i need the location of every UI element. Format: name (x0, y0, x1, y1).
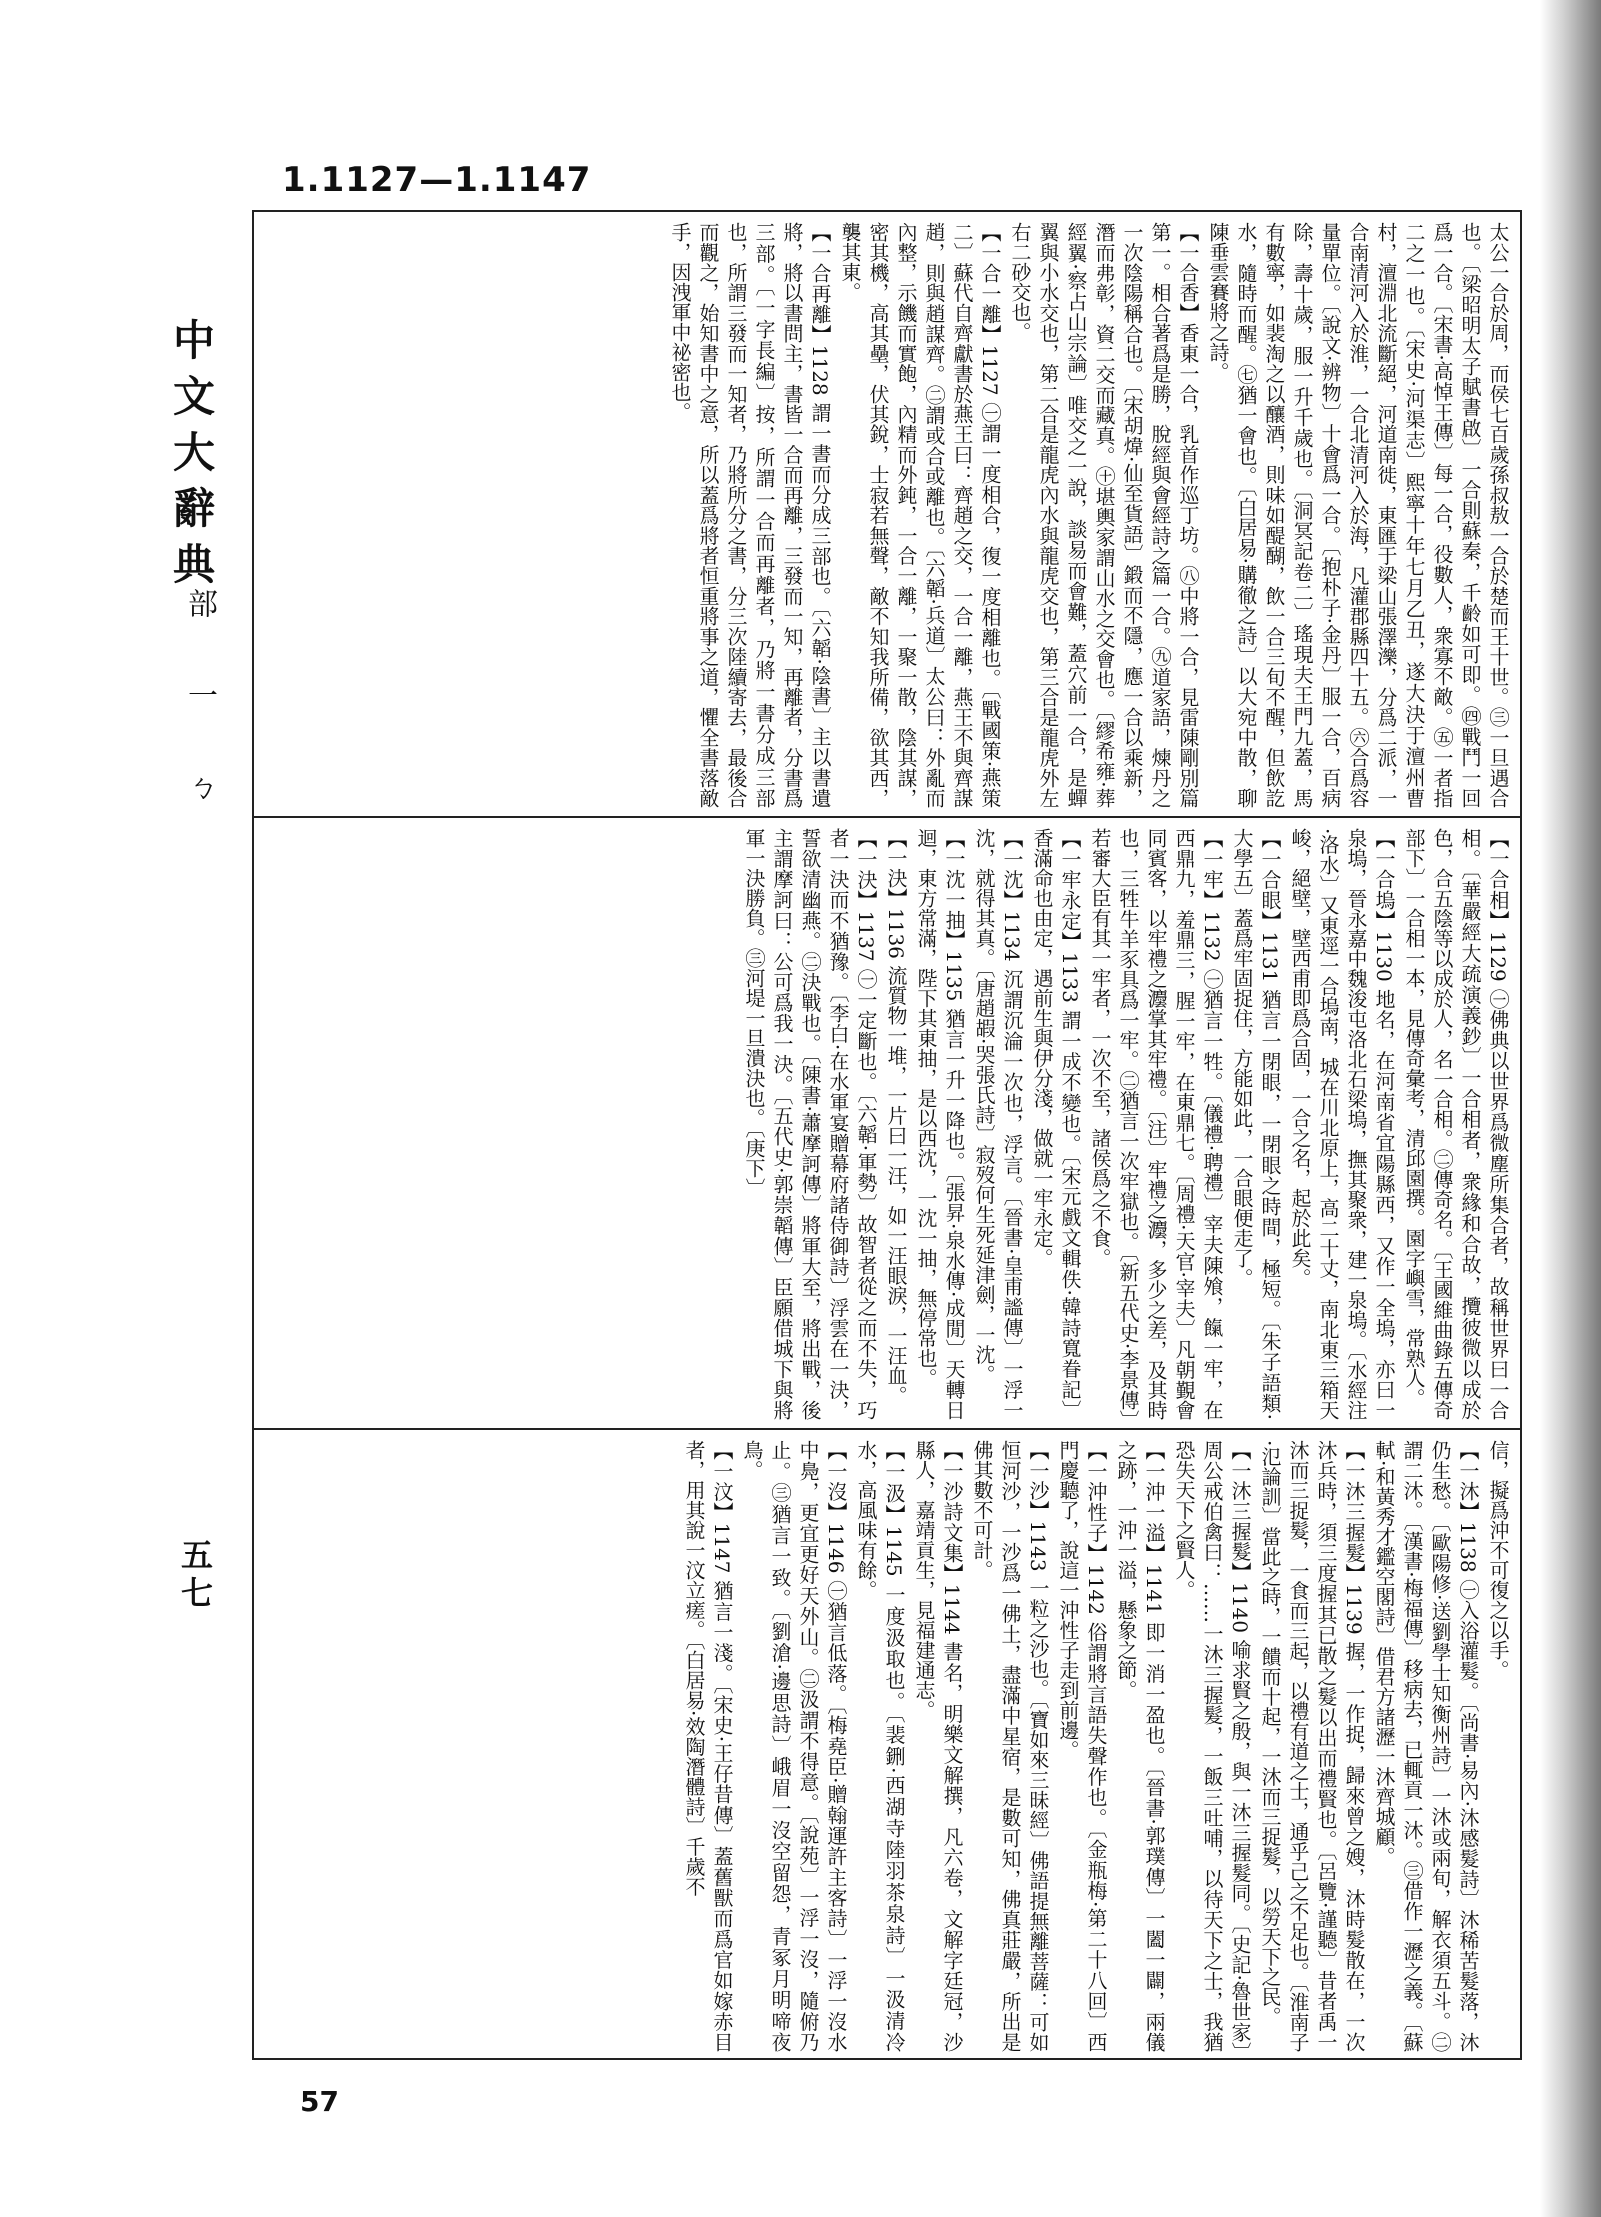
dictionary-entry: 【一沐三握髮】1139 握，一作捉，歸來曾之嫂，沐時髮散在，一次沐兵時，須三度握其已散之髮以出而禮賢也。〔呂覽·謹聽〕昔者禹一沐而三捉髮，一食而三起，以禮有道之士，通乎己之不足也。〔淮南子·氾論訓〕當此之時，一饋而十起，一沐而三捉髮，以勞天下之民。 (1258, 1440, 1366, 2052)
dictionary-entry: 【一沐三握髮】1140 喻求賢之殷，與一沐三握髮同。〔史記·魯世家〕周公戒伯禽曰：……一沐三握髮，一飯三吐哺，以待天下之士，我猶恐失天下之賢人。 (1172, 1440, 1252, 2052)
dictionary-entry: 【一牢永定】1133 謂一成不變也。〔宋元戲文輯佚·韓詩寬眷記〕香滿命也由定，遇前生與伊分淺，做就一牢永定。 (1030, 828, 1082, 1420)
dictionary-entry: 【一沖性子】1142 俗謂將言語失聲作也。〔金瓶梅·第二十八回〕西門慶聽了，說這一沖性子走到前邊。 (1056, 1440, 1108, 2052)
entry-band-middle (254, 818, 1520, 1430)
arabic-page-number: 57 (300, 2085, 339, 2118)
entry-column-text (262, 222, 1512, 808)
dictionary-entry: 【一沙詩文集】1144 書名，明樂文解撰，凡六卷，文解字廷冠，沙縣人，嘉靖貢生，見福建通志。 (912, 1440, 964, 2052)
dictionary-entry: 【一沙】1143 一粒之沙也。〔寶如來三昧經〕佛語提無離菩薩：可如恒河沙，一沙爲一佛土，盡滿中星宿，是數可知，佛真莊嚴，所出是佛其數不可計。 (970, 1440, 1050, 2052)
dictionary-entry: 【一汲】1145 一度汲取也。〔裴鉶·西湖寺陸羽茶泉詩〕一汲清冷水，高風味有餘。 (854, 1440, 906, 2052)
dictionary-entry: 【一沐】1138 ㊀入浴灌髮。〔尚書·易內·沐感髮詩〕沐稀苦髮落，沐仍生愁。〔歐陽修·送劉學士知衡州詩〕一沐或兩旬，解衣須五斗。㊁謂二沐。〔漢書·梅福傳〕移病去，已輒貢一沐。㊂借作一瀝之義。〔蘇軾·和黃秀才鑑空閣詩〕借君方諸瀝一沐齊城顧。 (1372, 1440, 1480, 2052)
page-range-header: 1.1127—1.1147 (282, 160, 592, 200)
dictionary-entry: 【一決】1137 ㊀一定斷也。〔六韜·軍勢〕故智者從之而不失，巧者一決而不猶豫。〔李白·在水軍宴贈幕府諸侍御詩〕浮雲在一決，誓欲清幽燕。㊁決戰也。〔陳書·蕭摩訶傳〕將軍大至，將出戰，後主謂摩訶曰：公可爲我一決。〔五代史·郭崇韜傳〕臣願借城下與將軍一決勝負。㊂河堤一旦潰決也。〔庚下〕 (742, 828, 878, 1420)
page-edge-shadow (1540, 0, 1601, 2217)
dictionary-entry: 【一沈一抽】1135 猶言一升一降也。〔張昇·泉水傳·成閒〕天轉日迴，東方常滿，陛下其東抽，是以西沈，一沈一抽，無停常也。 (914, 828, 966, 1420)
dictionary-entry: 【一合相】1129 ㊀佛典以世界爲微塵所集合者，故稱世界曰一合相。〔華嚴經大疏演義鈔〕一合相者，衆緣和合故，攬彼微以成於色，合五陰等以成於人，名一合相。㊁傳奇名。〔王國維曲錄五傳奇部下〕一合相一本，見傳奇彙考，清邱園撰。園字嶼雪，常熟人。 (1402, 828, 1510, 1420)
dictionary-title: 中文大辭典 (167, 318, 216, 598)
dictionary-entry: 【一沒】1146 ㊀猶言低落。〔梅堯臣·贈翰運許主客詩〕一浮一沒水中鳧，更宜更好天外山。㊁汲謂不得意。〔說苑〕一浮一沒，隨俯乃止。㊂猶言一致。〔劉滄·邊思詩〕峨眉一沒空留怨，青冢月明啼夜鳥。 (740, 1440, 848, 2052)
dictionary-entry: 【一汶】1147 猶言一淺。〔宋史·王仔昔傳〕蓋舊獸而爲官如嫁赤目者，用其說一汶立瘥。〔白居易·效陶潛體詩〕千歲不 (682, 1440, 734, 2052)
radical-section-label: 部 一 ㄅ (182, 588, 217, 828)
entry-column-text (262, 1440, 1512, 2052)
entry-band-bottom (254, 1430, 1520, 2060)
dictionary-entry: 【一決】1136 流質物一堆，一片曰一汪，如一汪眼淚，一汪血。 (884, 828, 908, 1406)
dictionary-entry: 【一合眼】1131 猶言一閉眼，一閉眼之時間，極短。〔朱子語類·大學五〕蓋爲牢固捉住，方能如此，一合眼便走了。 (1230, 828, 1282, 1420)
dictionary-frame (252, 210, 1522, 2060)
dictionary-entry: 【一合再離】1128 謂一書而分成三部也。〔六韜·陰書〕主以書遺將，將以書問主，書皆一合而再離，三發而一知，再離者，分書爲三部。〔一字長編〕按，所謂一合而再離者，乃將一書分成三部也，所謂三發而一知者，乃將所分之書，分三次陸續寄去，最後合而觀之，始知書中之意，所以蓋爲將者恒重將事之道，懼全書落敵手，因洩軍中祕密也。 (668, 222, 832, 808)
dictionary-entry: 【一合塢】1130 地名，在河南省宜陽縣西，又作一全塢，亦曰一泉塢，晉永嘉中魏浚屯洛北石梁塢，撫其聚衆，建一泉塢。〔水經注·洛水〕又東逕一合塢南，城在川北原上，高二十丈，南北東三箱天峻，絕壁，壁西甫即爲合固，一合之名，起於此矣。 (1288, 828, 1396, 1420)
dictionary-entry: 【一沈】1134 沉謂沉淪一次也，浮言。〔晉書·皇甫謐傳〕一浮一沈，就得其真。〔唐趙嘏·哭張氏詩〕寂歿何生死延津劍，一沈。 (972, 828, 1024, 1420)
dictionary-entry: 太公一合於周，而侯七百歲孫叔敖一合於楚而王十世。㊂一旦遇合也。〔梁昭明太子賦書啟〕一合則蘇秦，千齡如可即。㊃戰鬥一回爲一合。〔宋書·高悼王傳〕每一合，役數人，衆寡不敵。㊄一者指二之一也。〔宋史·河渠志〕熙寧十年七月乙丑，遂大決于澶州曹村，澶淵北流斷絕，河道南徙，東匯于梁山張澤濼，分爲二派，一合南清河入於淮，一合北清河入於海，凡灌郡縣四十五。㊅合爲容量單位。〔說文·辨物〕十會爲一合。〔抱朴子·金丹〕服一合，百病除，壽十歲，服一升千歲也。〔洞冥記卷二〕瑤現夫王門九蓋，馬有數寧，如裴淘之以釀酒，則味如醍醐，飲一合三旬不醒，但飲訖水，隨時而醒。㊆猶一會也。〔白居易·購徹之詩〕以大宛中散，聊陳垂雲賽將之詩。 (1206, 222, 1510, 808)
dictionary-entry: 【一沖一溢】1141 即一消一盈也。〔晉書·郭璞傳〕一闔一闢，兩儀之跡，一沖一溢，懸象之節。 (1114, 1440, 1166, 2052)
chinese-page-number: 五七 (176, 1538, 214, 1614)
entry-band-top (254, 212, 1520, 818)
dictionary-entry: 信，擬爲沖不可復之以手。 (1486, 1440, 1510, 1680)
dictionary-entry: 【一牢】1132 ㊀猶言一牲。〔儀禮·聘禮〕宰夫陳飧，餼一牢，在西鼎九，羞鼎三，腥一牢，在東鼎七。〔周禮·天官·宰夫〕凡朝覲會同賓客，以牢禮之灋掌其牢禮。〔注〕牢禮之灋，多少之差，及其時也，三牲牛羊豕具爲一牢。㊁猶言一次牢獄也。〔新五代史·李景傳〕若審大臣有其一牢者，一次不至，諸侯爲之不食。 (1088, 828, 1224, 1420)
entry-column-text (262, 828, 1512, 1420)
dictionary-entry: 【一合香】香東一合，乳首作巡丁坊。㊇中將一合，見雷陳剛別篇第一。相合著爲是勝，脫經與會經詩之篇一合。㊈道家語，煉丹之一次陰陽稱合也。〔宋胡煒·仙至貨語〕鍛而不隱，應一合以乘新，潛而弗彰，資二交而藏真。㊉堪輿家謂山水之交會也。〔繆希雍·葬經翼·察占山宗論〕唯交之一說，談易而會難，蓋穴前一合，是蟬翼與小水交也，第二合是龍虎內水與龍虎交也，第三合是龍虎外左右二砂交也。 (1008, 222, 1200, 808)
dictionary-entry: 【一合一離】1127 ㊀謂一度相合，復一度相離也。〔戰國策·燕策二〕蘇代自齊獻書於燕王曰：齊趙之交，一合一離，燕王不與齊謀趙，則與趙謀齊。㊁謂或合或離也。〔六韜·兵道〕太公曰：外亂而內整，示饑而實飽，內精而外鈍，一合一離，一聚一散，陰其謀，密其機，高其壘，伏其銳，士寂若無聲，敵不知我所備，欲其西，襲其東。 (838, 222, 1002, 808)
